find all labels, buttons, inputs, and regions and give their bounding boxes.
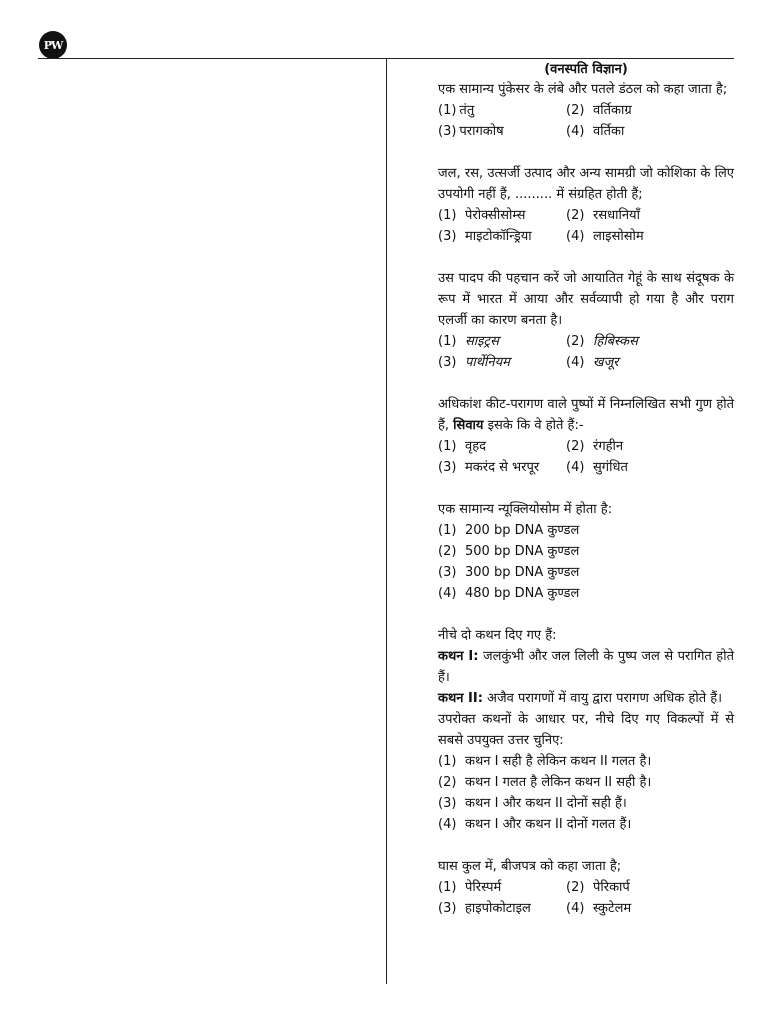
option-number: (2) [566, 334, 585, 349]
option-text: कथन I और कथन II दोनों सही हैं। [465, 796, 627, 811]
option-text: रसधानियाँ [593, 208, 640, 223]
option-3[interactable] [438, 562, 734, 583]
option-2[interactable] [566, 877, 734, 898]
option-text: मकरंद से भरपूर [465, 460, 540, 475]
options-grid [438, 100, 734, 142]
option-text: हाइपोकोटाइल [465, 901, 531, 916]
option-text: रंगहीन [593, 439, 624, 454]
option-text: कथन I गलत है लेकिन कथन II सही है। [465, 775, 652, 790]
question-text: उस पादप की पहचान करें जो आयातित गेहूं के साथ संदूषक के रूप में भारत में आया और सर्वव्यापी हो गया है और पराग एलर्जी का कारण बनता है। [438, 271, 734, 328]
question-3 [438, 268, 734, 373]
option-text: वर्तिका [593, 124, 625, 139]
question-text-part: इसके कि वे होते हैं:- [483, 418, 584, 433]
option-1[interactable] [438, 205, 566, 226]
option-number: (4) [438, 817, 457, 832]
column-divider [386, 59, 387, 984]
statement-label: कथन II: [438, 691, 483, 706]
option-number: (2) [438, 775, 457, 790]
option-number: (1) [438, 880, 457, 895]
option-number: (3) [438, 796, 457, 811]
option-number: (1) [438, 334, 457, 349]
option-3[interactable] [438, 898, 566, 919]
option-number: (4) [566, 355, 585, 370]
option-number: (4) [438, 586, 457, 601]
option-number: (1) [438, 523, 457, 538]
option-text: वर्तिकाग्र [593, 103, 632, 118]
options-list [438, 520, 734, 604]
option-number: (2) [566, 439, 585, 454]
option-2[interactable] [438, 772, 734, 793]
option-1[interactable] [438, 751, 734, 772]
question-text [438, 394, 734, 436]
option-2[interactable] [566, 205, 734, 226]
question-text-part: अधिकांश कीट-परागण वाले पुष्पों में निम्नलिखित सभी गुण होते हैं, [438, 397, 734, 433]
question-6 [438, 625, 734, 835]
option-4[interactable] [566, 352, 734, 373]
option-text: हिबिस्कस [593, 334, 638, 349]
option-text: 500 bp DNA कुण्डल [465, 544, 580, 559]
option-number: (2) [566, 880, 585, 895]
option-text: परागकोष [459, 124, 504, 139]
option-1[interactable] [438, 436, 566, 457]
options-list [438, 751, 734, 835]
question-text: एक सामान्य न्यूक्लियोसोम में होता है: [438, 502, 613, 517]
option-number: (3) [438, 901, 457, 916]
option-number: (2) [438, 544, 457, 559]
option-text: कथन I और कथन II दोनों गलत हैं। [465, 817, 632, 832]
statement-text: जलकुंभी और जल लिली के पुष्प जल से परागित होते हैं। [438, 649, 734, 685]
option-4[interactable] [566, 121, 734, 142]
question-4 [438, 394, 734, 478]
option-2[interactable] [566, 331, 734, 352]
option-1[interactable] [438, 331, 566, 352]
statement-1 [438, 646, 734, 688]
option-2[interactable] [438, 541, 734, 562]
option-1[interactable] [438, 877, 566, 898]
option-text: खजूर [593, 355, 619, 370]
option-number: (2) [566, 103, 585, 118]
option-number: (1) [438, 754, 457, 769]
option-4[interactable] [566, 226, 734, 247]
right-column [438, 61, 734, 919]
option-4[interactable] [438, 583, 734, 604]
option-number: (3) [438, 355, 457, 370]
question-1 [438, 79, 734, 142]
option-text: सुगंधित [593, 460, 628, 475]
statement-text: अजैव परागणों में वायु द्वारा परागण अधिक होते हैं। [482, 691, 723, 706]
option-number: (1) [438, 439, 457, 454]
question-text: एक सामान्य पुंकेसर के लंबे और पतले डंठल को कहा जाता है; [438, 82, 728, 97]
option-3[interactable] [438, 226, 566, 247]
options-grid [438, 436, 734, 478]
option-text: पेरिस्पर्म [465, 880, 502, 895]
option-number: (3) [438, 565, 457, 580]
option-number: (3) [438, 460, 457, 475]
option-number: (1) [438, 208, 457, 223]
option-number: (2) [566, 208, 585, 223]
option-text: पेरिकार्प [593, 880, 630, 895]
option-4[interactable] [566, 457, 734, 478]
section-title: (वनस्पति विज्ञान) [544, 62, 628, 77]
option-text: 300 bp DNA कुण्डल [465, 565, 580, 580]
question-7 [438, 856, 734, 919]
option-4[interactable] [438, 814, 734, 835]
option-text: वृहद [465, 439, 487, 454]
option-3[interactable] [438, 121, 566, 142]
brand-logo: PW [39, 31, 67, 59]
statement-label: कथन I: [438, 649, 479, 664]
option-3[interactable] [438, 793, 734, 814]
option-number: (4) [566, 460, 585, 475]
option-text: 480 bp DNA कुण्डल [465, 586, 580, 601]
option-number: (4) [566, 229, 585, 244]
option-number: (4) [566, 901, 585, 916]
question-5 [438, 499, 734, 604]
option-text: तंतु [459, 103, 475, 118]
option-2[interactable] [566, 100, 734, 121]
option-text: पार्थेनियम [465, 355, 510, 370]
question-2 [438, 163, 734, 247]
option-text: माइटोकॉन्ड्रिया [465, 229, 532, 244]
question-text: जल, रस, उत्सर्जी उत्पाद और अन्य सामग्री जो कोशिका के लिए उपयोगी नहीं हैं, ......... में संग्रहित होती हैं; [438, 166, 734, 202]
option-4[interactable] [566, 898, 734, 919]
option-1[interactable] [438, 520, 734, 541]
question-instruction: उपरोक्त कथनों के आधार पर, नीचे दिए गए विकल्पों में से सबसे उपयुक्त उत्तर चुनिए: [438, 712, 734, 748]
statements-intro: नीचे दो कथन दिए गए हैं: [438, 628, 557, 643]
question-text: घास कुल में, बीजपत्र को कहा जाता है; [438, 859, 622, 874]
option-number: (1) [438, 103, 457, 118]
option-text: स्कुटेलम [593, 901, 632, 916]
option-2[interactable] [566, 436, 734, 457]
option-1[interactable] [438, 100, 566, 121]
options-grid [438, 877, 734, 919]
options-grid [438, 205, 734, 247]
option-text: कथन I सही है लेकिन कथन II गलत है। [465, 754, 652, 769]
option-3[interactable] [438, 352, 566, 373]
option-text: लाइसोसोम [593, 229, 644, 244]
options-grid [438, 331, 734, 373]
option-text: 200 bp DNA कुण्डल [465, 523, 580, 538]
option-number: (3) [438, 124, 457, 139]
option-number: (4) [566, 124, 585, 139]
option-text: पेरोक्सीसोम्स [465, 208, 526, 223]
emphasis-except: सिवाय [453, 418, 484, 433]
option-text: साइट्रस [465, 334, 499, 349]
option-3[interactable] [438, 457, 566, 478]
option-number: (3) [438, 229, 457, 244]
statement-2 [438, 688, 734, 709]
